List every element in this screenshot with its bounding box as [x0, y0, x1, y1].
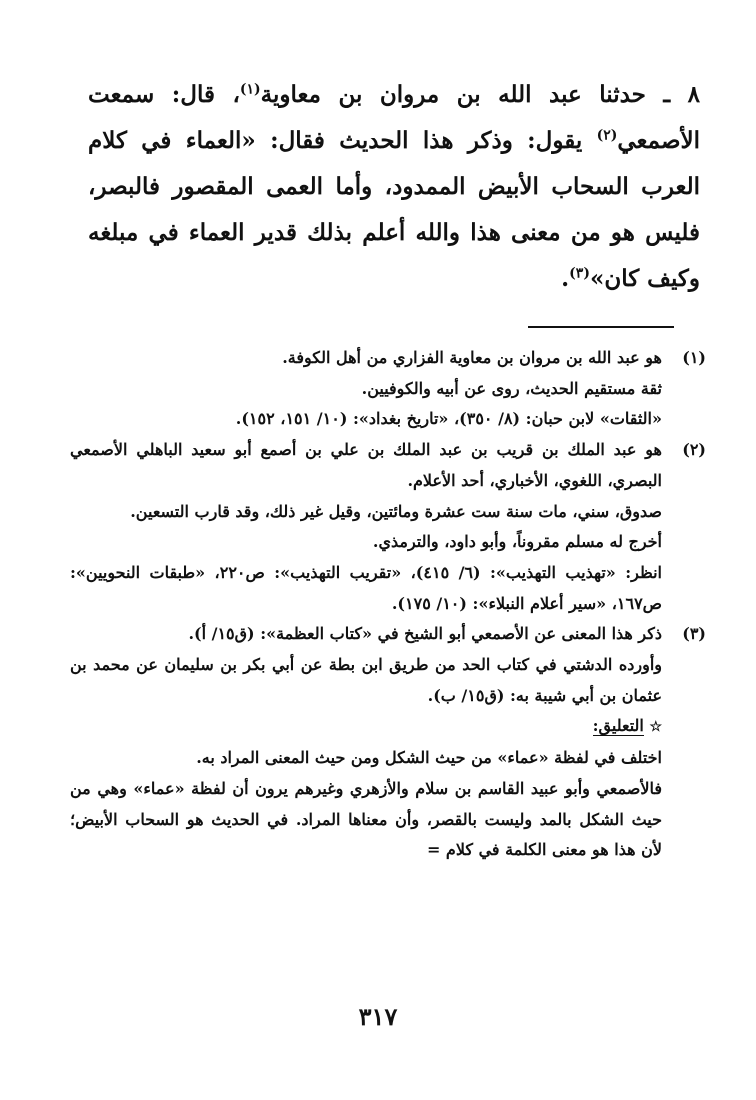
commentary-heading — [70, 711, 662, 743]
footnote-line: هو عبد الملك بن قريب بن عبد الملك بن علي بن أصمع أبو سعيد الباهلي الأصمعي البصري، اللغوي، الأخباري، أحد الأعلام. — [70, 440, 662, 490]
footnote-line: صدوق، سني، مات سنة ست عشرة ومائتين، وقيل غير ذلك، وقد قارب التسعين. — [130, 501, 662, 521]
footnote-1 — [70, 343, 706, 435]
footnote-line: ذكر هذا المعنى عن الأصمعي أبو الشيخ في «كتاب العظمة»: (ق١٥/ أ). — [188, 624, 662, 644]
footnotes — [70, 343, 706, 866]
footnote-ref-1: (١) — [239, 81, 261, 98]
footnote-2 — [70, 435, 706, 619]
main-text — [88, 72, 700, 302]
footnote-body — [70, 343, 662, 435]
hadith-text-end: . — [561, 265, 570, 292]
footnote-separator — [528, 326, 674, 328]
footnote-body — [70, 619, 662, 711]
star-icon: ☆ — [649, 719, 662, 736]
footnote-line: انظر: «تهذيب التهذيب»: (٦/ ٤١٥)، «تقريب التهذيب»: ص٢٢٠، «طبقات النحويين»: ص١٦٧، «سير أعلام النبلاء»: (١٠/ ١٧٥). — [70, 562, 662, 613]
commentary-line: اختلف في لفظة «عماء» من حيث الشكل ومن حيث المعنى المراد به. — [196, 748, 662, 768]
commentary — [70, 711, 706, 866]
footnote-number: (٢) — [682, 440, 706, 460]
hadith-paragraph — [88, 72, 700, 302]
hadith-text-part-2: ، قال: سمعت الأصمعي — [88, 81, 700, 154]
footnote-line: «الثقات» لابن حبان: (٨/ ٣٥٠)، «تاريخ بغداد»: (١٠/ ١٥١، ١٥٢). — [235, 409, 662, 429]
footnote-line: هو عبد الله بن مروان بن معاوية الفزاري من أهل الكوفة. — [282, 348, 662, 367]
footnote-line: أخرج له مسلم مقروناً، وأبو داود، والترمذي. — [372, 532, 662, 552]
footnote-ref-3: (٣) — [569, 265, 590, 282]
hadith-text-part-3: يقول: وذكر هذا الحديث فقال: «العماء في كلام العرب السحاب الأبيض الممدود، وأما العمى المقصور فالبصر، فليس هو من معنى هذا والله أعلم بذلك قدير العماء في مبلغه وكيف كان» — [88, 127, 700, 292]
footnote-number: (١) — [682, 348, 706, 367]
page-number: ٣١٧ — [358, 1002, 398, 1031]
hadith-text-part-1: ٨ ـ حدثنا عبد الله بن مروان بن معاوية — [260, 81, 701, 108]
footnote-3 — [70, 619, 706, 711]
footnote-ref-2: (٢) — [596, 127, 618, 144]
commentary-title: التعليق: — [592, 716, 644, 736]
footnote-number: (٣) — [682, 624, 706, 644]
footnote-body — [70, 435, 662, 619]
footnote-line: وأورده الدشتي في كتاب الحد من طريق ابن بطة عن أبي بكر بن سليمان عن محمد بن عثمان بن أبي شيبة به: (ق١٥/ ب). — [70, 655, 662, 705]
footnote-line: ثقة مستقيم الحديث، روى عن أبيه والكوفيين. — [361, 378, 662, 398]
commentary-line: فالأصمعي وأبو عبيد القاسم بن سلام والأزهري وغيرهم يرون أن لفظة «عماء» وهي من حيث الشكل بالمد وليست بالقصر، وأن معناها المراد. في الحديث هو السحاب الأبيض؛ لأن هذا هو معنى الكلمة في كلام = — [70, 778, 662, 860]
